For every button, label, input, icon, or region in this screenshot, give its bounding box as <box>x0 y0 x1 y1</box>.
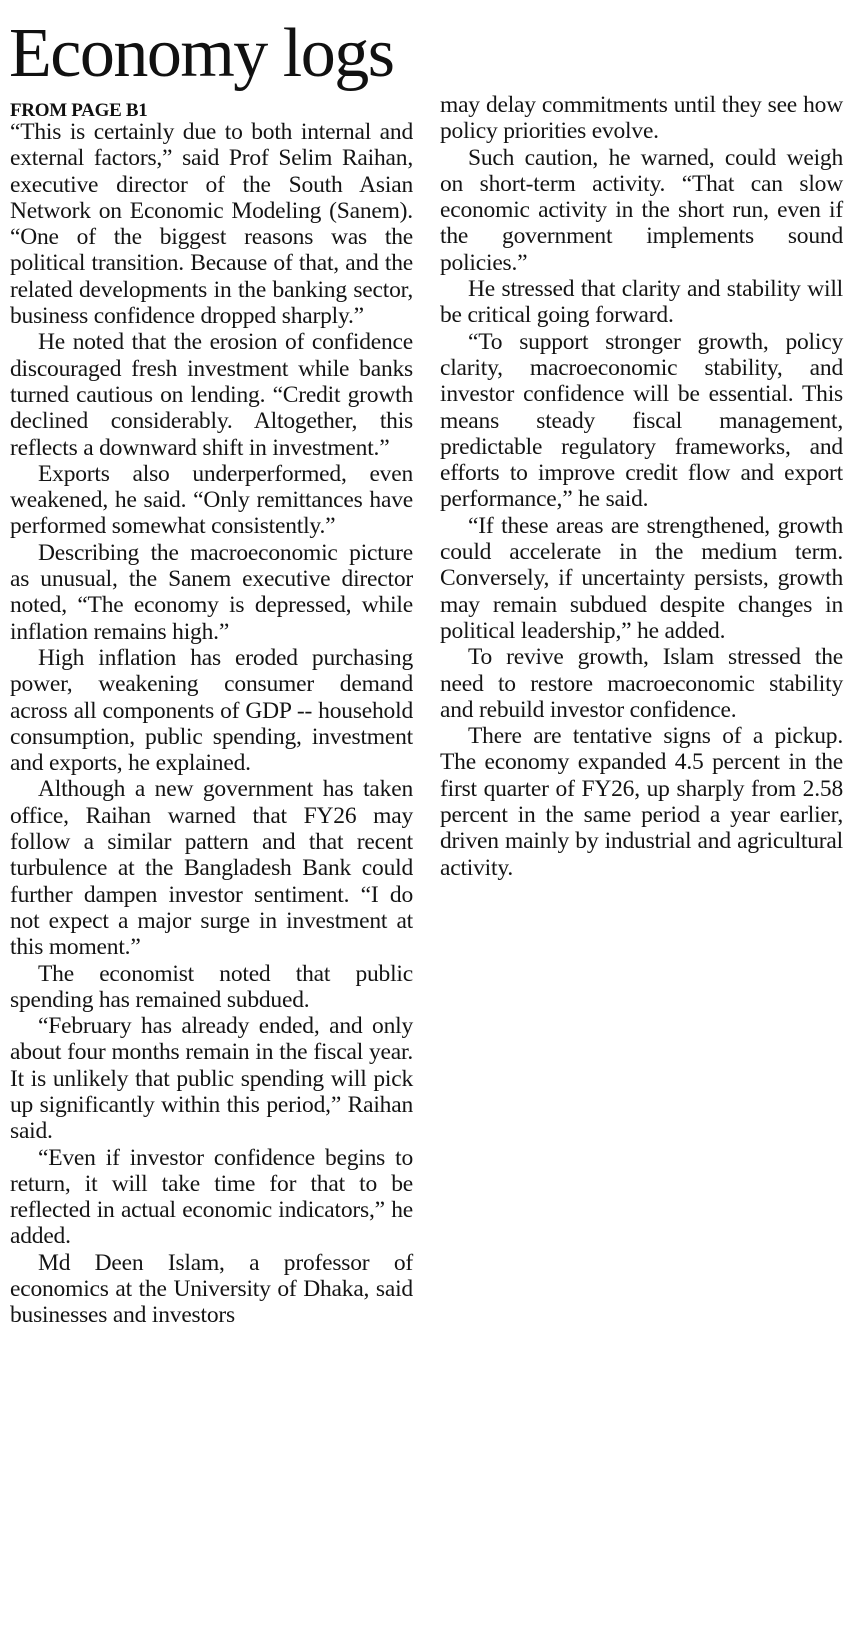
article-column-left <box>10 119 413 1329</box>
paragraph: Exports also underperformed, even weakened, he said. “Only remittances have performed somewhat consistently.” <box>10 460 413 540</box>
continuation-kicker: FROM PAGE B1 <box>10 100 148 121</box>
paragraph: He stressed that clarity and stability will be critical going forward. <box>440 276 843 329</box>
paragraph: To revive growth, Islam stressed the need to restore macroeconomic stability and rebuild investor confidence. <box>440 644 843 723</box>
paragraph: “If these areas are strengthened, growth could accelerate in the medium term. Conversely, if uncertainty persists, growth may remain subdued despite changes in political leadership,” he added. <box>440 512 843 644</box>
headline: Economy logs <box>9 15 394 92</box>
article-column-right <box>440 92 843 881</box>
paragraph: He noted that the erosion of confidence discouraged fresh investment while banks turned cautious on lending. “Credit growth declined considerably. Altogether, this reflects a downward shift in investment.” <box>10 329 413 461</box>
paragraph: High inflation has eroded purchasing power, weakening consumer demand across all components of GDP -- household consumption, public spending, investment and exports, he explained. <box>10 644 413 777</box>
paragraph: Md Deen Islam, a professor of economics at the University of Dhaka, said businesses and investors <box>10 1249 413 1329</box>
paragraph: Such caution, he warned, could weigh on short-term activity. “That can slow economic activity in the short run, even if the government implements sound policies.” <box>440 144 843 276</box>
paragraph: There are tentative signs of a pickup. The economy expanded 4.5 percent in the first quarter of FY26, up sharply from 2.58 percent in the same period a year earlier, driven mainly by industrial and agricultural activity. <box>440 723 843 881</box>
paragraph: “This is certainly due to both internal and external factors,” said Prof Selim Raihan, executive director of the South Asian Network on Economic Modeling (Sanem). “One of the biggest reasons was the political transition. Because of that, and the related developments in the banking sector, business confidence dropped sharply.” <box>10 119 413 330</box>
paragraph: The economist noted that public spending has remained subdued. <box>10 960 413 1013</box>
paragraph: Although a new government has taken office, Raihan warned that FY26 may follow a similar pattern and that recent turbulence at the Bangladesh Bank could further dampen investor sentiment. “I do not expect a major surge in investment at this moment.” <box>10 776 413 961</box>
paragraph: Describing the macroeconomic picture as unusual, the Sanem executive director noted, “The economy is depressed, while inflation remains high.” <box>10 539 413 645</box>
paragraph: “To support stronger growth, policy clarity, macroeconomic stability, and investor confidence will be essential. This means steady fiscal management, predictable regulatory frameworks, and efforts to improve credit flow and export performance,” he said. <box>440 328 843 513</box>
paragraph: “February has already ended, and only about four months remain in the fiscal year. It is unlikely that public spending will pick up significantly within this period,” Raihan said. <box>10 1013 413 1145</box>
paragraph: “Even if investor confidence begins to return, it will take time for that to be reflected in actual economic indicators,” he added. <box>10 1144 413 1250</box>
paragraph: may delay commitments until they see how policy priorities evolve. <box>440 92 843 145</box>
